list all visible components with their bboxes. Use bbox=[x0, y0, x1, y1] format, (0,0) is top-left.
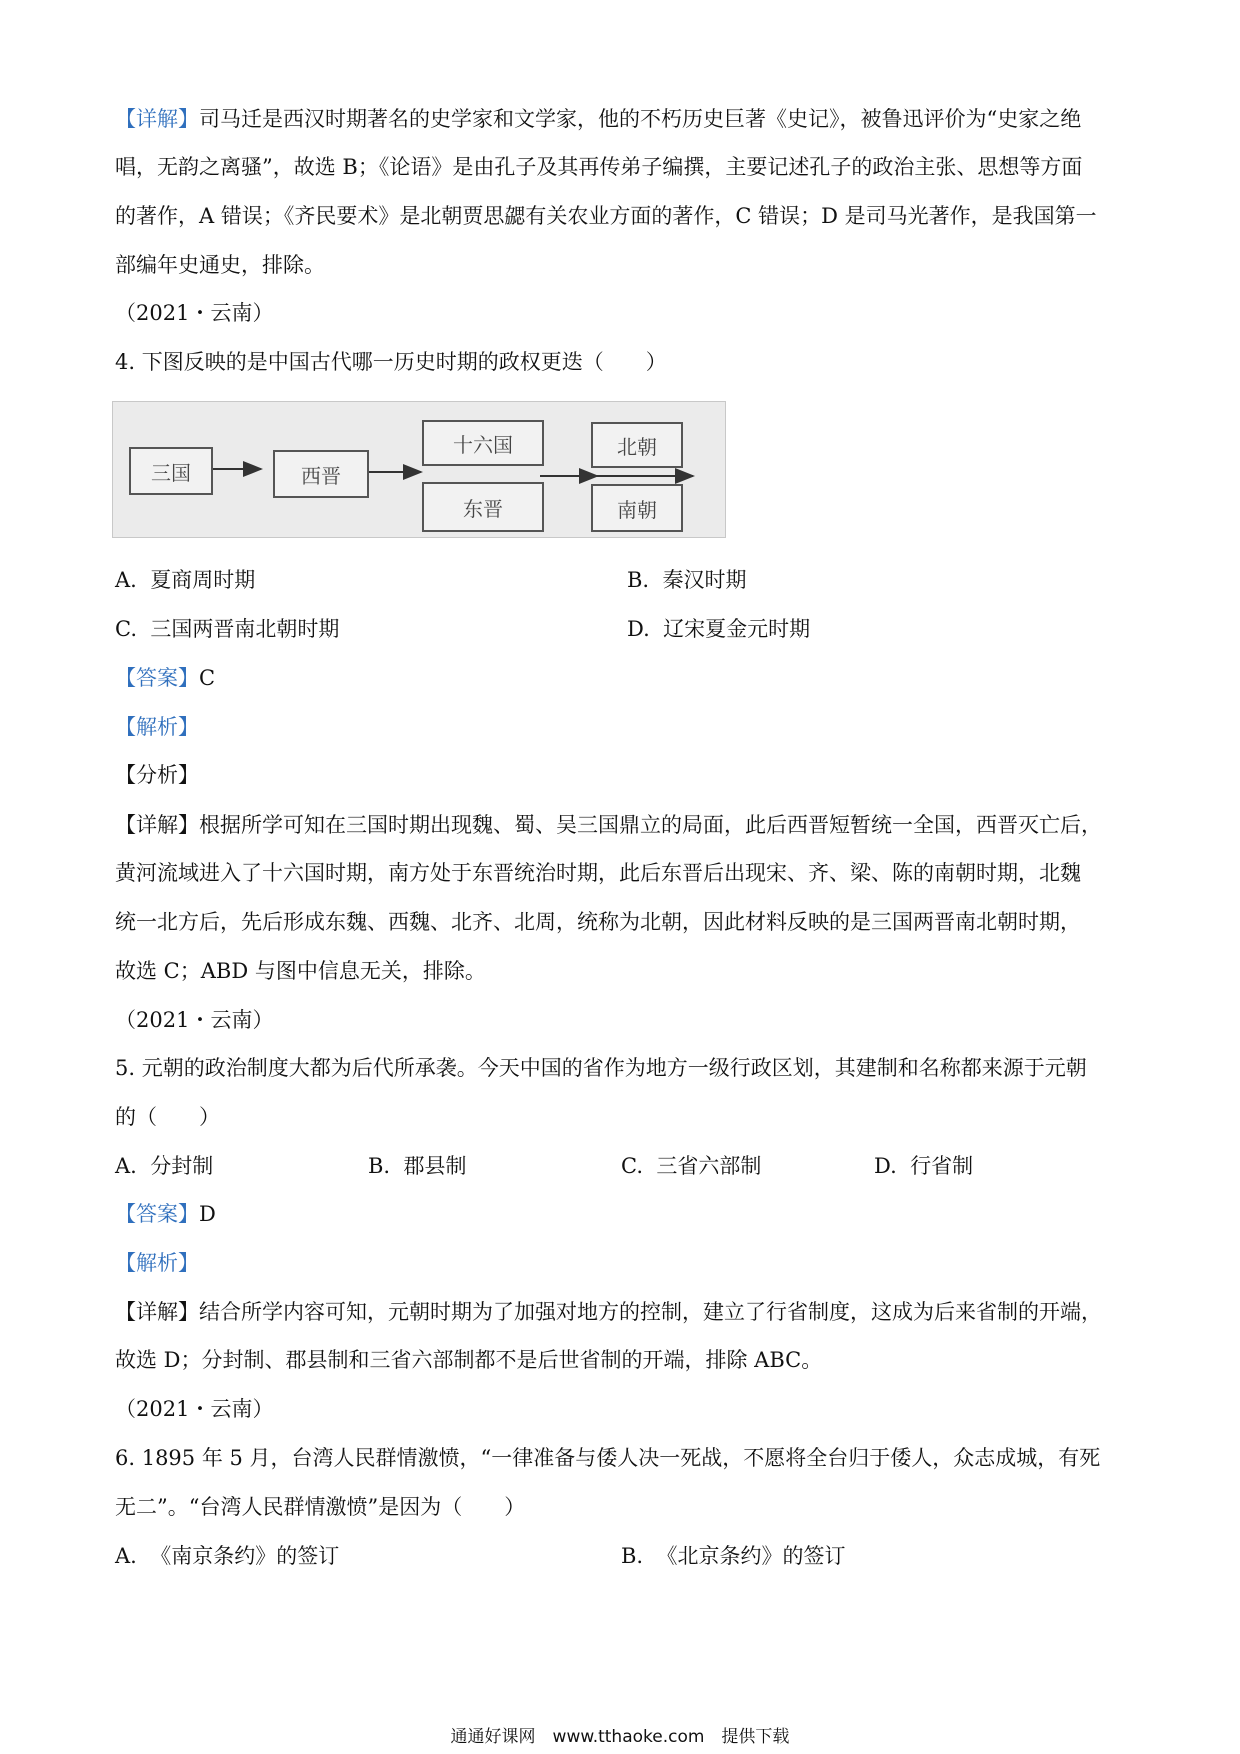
box-sanguo: 三国 bbox=[129, 447, 213, 495]
page-footer: 通通好课网 www.tthaoke.com 提供下载 bbox=[450, 1727, 790, 1747]
q4-detail-line-1: 【详解】根据所学可知在三国时期出现魏、蜀、吴三国鼎立的局面，此后西晋短暂统一全国，西晋灭亡后， bbox=[115, 813, 1102, 837]
q3-detail-line-1 bbox=[115, 104, 1081, 134]
detail-tag: 【详解】 bbox=[115, 813, 199, 837]
box-nanchao: 南朝 bbox=[591, 484, 683, 532]
dynasty-flow-diagram bbox=[112, 401, 726, 538]
q6-stem-line-2: 无二”。“台湾人民群情激愤”是因为（ ） bbox=[115, 1495, 526, 1519]
detail-tag: 【详解】 bbox=[115, 1300, 199, 1324]
q6-source: （2021・云南） bbox=[115, 1397, 274, 1421]
detail-tag: 【详解】 bbox=[115, 107, 199, 131]
q4-detail-line-4: 故选 C；ABD 与图中信息无关，排除。 bbox=[115, 959, 486, 983]
q5-answer: 【答案】D bbox=[115, 1202, 216, 1226]
q3-detail-line-2: 唱，无韵之离骚”，故选 B；《论语》是由孔子及其再传弟子编撰，主要记述孔子的政治主张、思想等方面 bbox=[115, 155, 1083, 179]
detail-text: 司马迁是西汉时期著名的史学家和文学家，他的不朽历史巨著《史记》，被鲁迅评价为“史家之绝 bbox=[199, 107, 1082, 131]
q5-stem-line-2: 的（ ） bbox=[115, 1105, 220, 1129]
q4-detail-line-3: 统一北方后，先后形成东魏、西魏、北齐、北周，统称为北朝，因此材料反映的是三国两晋南北朝时期， bbox=[115, 910, 1081, 934]
q4-option-d[interactable]: D. 辽宋夏金元时期 bbox=[627, 617, 811, 641]
box-beichao: 北朝 bbox=[591, 422, 683, 468]
q4-detail-line-2: 黄河流域进入了十六国时期，南方处于东晋统治时期，此后东晋后出现宋、齐、梁、陈的南朝时期，北魏 bbox=[115, 861, 1081, 885]
q4-analysis-tag: 【解析】 bbox=[115, 715, 199, 739]
q4-fenxi-tag: 【分析】 bbox=[115, 763, 199, 787]
box-xijin: 西晋 bbox=[273, 450, 369, 498]
q3-detail-line-4: 部编年史通史，排除。 bbox=[115, 253, 325, 277]
q5-option-d[interactable]: D. 行省制 bbox=[874, 1154, 974, 1178]
q5-option-b[interactable]: B. 郡县制 bbox=[368, 1154, 467, 1178]
q5-stem-line-1: 5. 元朝的政治制度大都为后代所承袭。今天中国的省作为地方一级行政区划，其建制和名称都来源于元朝 bbox=[115, 1056, 1087, 1080]
q5-source: （2021・云南） bbox=[115, 1008, 274, 1032]
q4-stem: 4. 下图反映的是中国古代哪一历史时期的政权更迭（ ） bbox=[115, 350, 667, 374]
box-shiliuguo: 十六国 bbox=[422, 420, 544, 466]
q4-option-b[interactable]: B. 秦汉时期 bbox=[627, 568, 747, 592]
q6-option-a[interactable]: A. 《南京条约》的签订 bbox=[115, 1544, 340, 1568]
q5-option-c[interactable]: C. 三省六部制 bbox=[621, 1154, 762, 1178]
q5-detail-line-1: 【详解】结合所学内容可知，元朝时期为了加强对地方的控制，建立了行省制度，这成为后来省制的开端， bbox=[115, 1300, 1102, 1324]
q6-option-b[interactable]: B. 《北京条约》的签订 bbox=[621, 1544, 846, 1568]
q4-option-c[interactable]: C. 三国两晋南北朝时期 bbox=[115, 617, 340, 641]
q5-analysis-tag: 【解析】 bbox=[115, 1251, 199, 1275]
answer-value: D bbox=[199, 1202, 216, 1226]
q5-detail-line-2: 故选 D；分封制、郡县制和三省六部制都不是后世省制的开端，排除 ABC。 bbox=[115, 1348, 823, 1372]
answer-value: C bbox=[199, 666, 216, 690]
q6-stem-line-1: 6. 1895 年 5 月，台湾人民群情激愤，“一律准备与倭人决一死战，不愿将全台归于倭人，众志成城，有死 bbox=[115, 1446, 1101, 1470]
q5-option-a[interactable]: A. 分封制 bbox=[115, 1154, 214, 1178]
box-dongjin: 东晋 bbox=[422, 482, 544, 532]
q4-source: （2021・云南） bbox=[115, 301, 274, 325]
q3-detail-line-3: 的著作，A 错误；《齐民要术》是北朝贾思勰有关农业方面的著作，C 错误；D 是司马光著作，是我国第一 bbox=[115, 204, 1097, 228]
q4-answer: 【答案】C bbox=[115, 666, 216, 690]
q4-option-a[interactable]: A. 夏商周时期 bbox=[115, 568, 256, 592]
